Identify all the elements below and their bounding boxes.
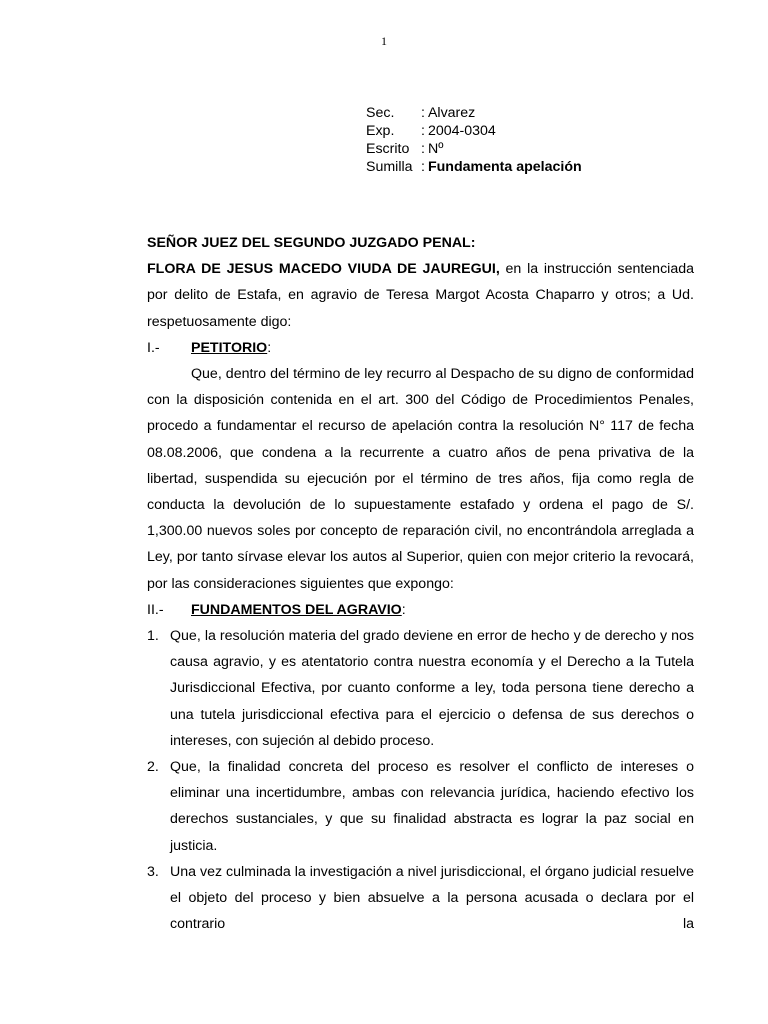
list-item-number: 1. [147,628,159,645]
header-row-exp [366,122,582,140]
sec-label: Sec. [366,105,395,121]
section-heading-fundamentos [147,597,694,623]
list-item [147,859,694,938]
list-item-number: 2. [147,759,159,776]
exp-label: Exp. [366,123,395,139]
header-separator: : [421,141,425,157]
exp-value: 2004-0304 [427,123,496,139]
sumilla-value: Fundamenta apelación [427,159,582,175]
page-number: 1 [381,34,387,48]
case-header [366,104,582,176]
section-heading-petitorio [147,335,694,361]
list-item [147,754,694,859]
header-separator: : [421,123,425,139]
list-item-text: Que, la resolución materia del grado deviene en error de hecho y de derecho y nos causa agravio, y es atentatorio contra nuestra economía y el Derecho a la Tutela Jurisdiccional Efectiva, por cuanto conforme a ley, toda persona tiene derecho a una tutela jurisdiccional efectiva para el ejercicio o defensa de sus derechos o intereses, con sujeción al debido proceso. [170,628,694,749]
list-item-text: Que, la finalidad concreta del proceso es resolver el conflicto de intereses o eliminar una incertidumbre, ambas con relevancia jurídica, haciendo efectivo los derechos sustanciales, y que su finalidad abstracta es lograr la paz social en justicia. [170,759,694,854]
header-row-sumilla [366,158,582,176]
section-colon: : [401,601,406,618]
section-title: FUNDAMENTOS DEL AGRAVIO [191,601,402,618]
list-item [147,623,694,754]
section-number: II.- [147,601,164,618]
addressee: SEÑOR JUEZ DEL SEGUNDO JUZGADO PENAL: [147,235,476,251]
list-item-text: Una vez culminada la investigación a nivel jurisdiccional, el órgano judicial resuelve el objeto del proceso y bien absuelve a la persona acusada o declara por el contrario la [170,863,694,933]
intro-text: en la instrucción sentenciada por delito de Estafa, en agravio de Teresa Margot Acosta Chaparro y otros; a Ud. respetuosamente digo: [147,261,694,330]
sumilla-label: Sumilla [366,159,413,175]
header-separator: : [421,105,425,121]
fundamentos-list [147,623,694,937]
section-title: PETITORIO [191,339,268,356]
petitorio-paragraph: Que, dentro del término de ley recurro al Despacho de su digno de conformidad con la disposición contenida en el art. 300 del Código de Procedimientos Penales, procedo a fundamentar el recurso de apelación contra la resolución N° 117 de fecha 08.08.2006, que condena a la recurrente a cuatro años de pena privativa de la libertad, suspendida su ejecución por el término de tres años, fija como regla de conducta la devolución de lo supuestamente estafado y ordena el pago de S/. 1,300.00 nuevos soles por concepto de reparación civil, no encontrándola arreglada a Ley, por tanto sírvase elevar los autos al Superior, quien con mejor criterio la revocará, por las consideraciones siguientes que expongo: [147,366,694,592]
petitioner-name: FLORA DE JESUS MACEDO VIUDA DE JAUREGUI, [147,261,500,278]
sec-value: Alvarez [427,105,476,121]
document-body [147,230,694,937]
section-number: I.- [147,339,160,356]
header-row-sec [366,104,582,122]
intro-paragraph [147,256,694,335]
section-colon: : [267,339,272,356]
escrito-value: Nº [427,141,444,157]
header-row-escrito [366,140,582,158]
escrito-label: Escrito [366,141,410,157]
header-separator: : [421,159,425,175]
list-item-number: 3. [147,863,159,880]
